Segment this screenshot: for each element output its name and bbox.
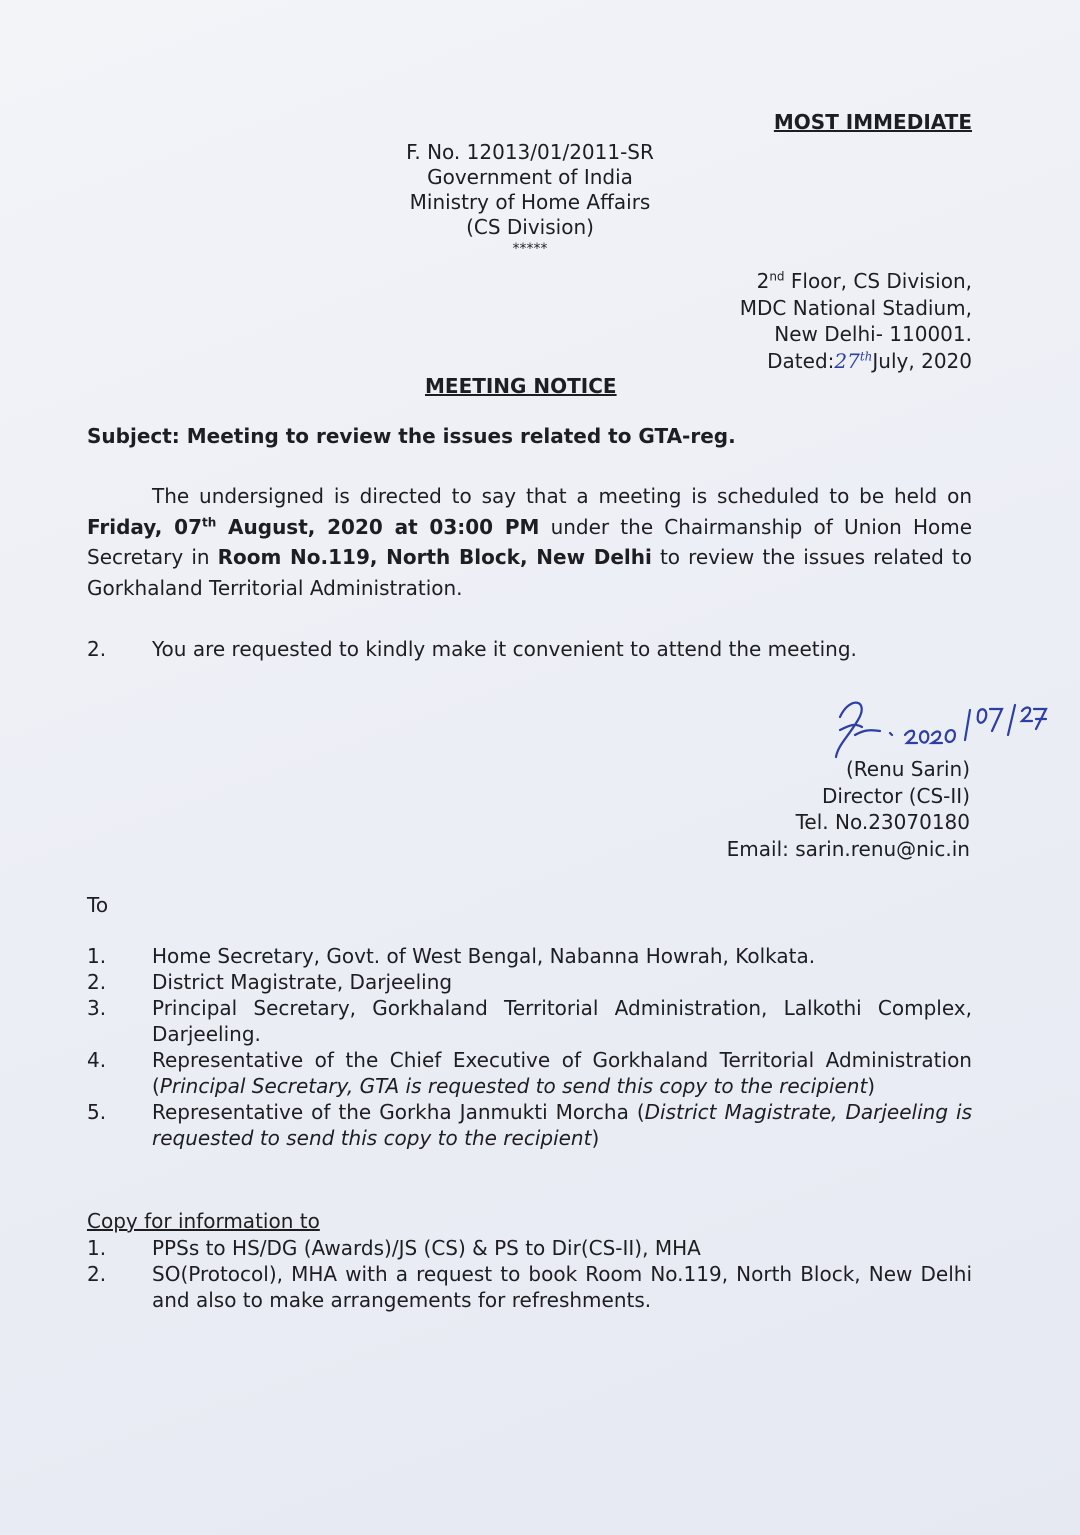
item-number: 3. xyxy=(87,996,107,1020)
item-text: Representative of the Gorkha Janmukti Morcha (District Magistrate, Darjeeling is requested to send this copy to the recipient) xyxy=(152,1100,972,1150)
ministry: Ministry of Home Affairs xyxy=(409,190,651,214)
address-line2: MDC National Stadium, xyxy=(739,295,972,320)
signature-block xyxy=(727,756,970,862)
address-block xyxy=(740,268,972,374)
file-number: F. No. 12013/01/2011-SR xyxy=(406,140,654,164)
signatory-email[interactable]: Email: sarin.renu@nic.in xyxy=(726,836,970,861)
item-number: 2. xyxy=(87,970,107,994)
notice-title: MEETING NOTICE xyxy=(425,374,617,398)
recipient-item xyxy=(87,969,972,995)
letterhead xyxy=(330,140,730,258)
item-note: Principal Secretary, GTA is requested to send this copy to the recipient xyxy=(159,1074,868,1098)
government: Government of India xyxy=(427,165,633,189)
item-text: District Magistrate, Darjeeling xyxy=(152,970,453,994)
item-text: Home Secretary, Govt. of West Bengal, Nabanna Howrah, Kolkata. xyxy=(152,944,816,968)
item-text: PPSs to HS/DG (Awards)/JS (CS) & PS to Dir(CS-II), MHA xyxy=(152,1236,701,1260)
item-text: Principal Secretary, Gorkhaland Territorial Administration, Lalkothi Complex, Darjeeling. xyxy=(152,996,972,1046)
recipient-item xyxy=(87,995,972,1047)
item-number: 2. xyxy=(87,1262,107,1286)
signatory-name: (Renu Sarin) xyxy=(845,757,970,781)
item-number: 1. xyxy=(87,1236,107,1260)
recipient-item xyxy=(87,1047,972,1099)
signatory-designation: Director (CS-II) xyxy=(822,783,970,808)
recipient-item xyxy=(87,1099,972,1151)
dated: Dated:27thJuly, 2020 xyxy=(767,348,972,373)
copy-item xyxy=(87,1235,972,1261)
paragraph-1: The undersigned is directed to say that a meeting is scheduled to be held on Friday, 07th August, 2020 at 03:00 PM under the Chairmanship of Union Home Secretary in Room No.119, North Block, New Delhi to review the issues related to Gorkhaland Territorial Administration. xyxy=(87,484,973,600)
subject-line: Subject: Meeting to review the issues related to GTA-reg. xyxy=(87,424,736,448)
separator-stars: ***** xyxy=(512,241,548,257)
signatory-telephone: Tel. No.23070180 xyxy=(795,810,970,834)
paragraph-2: 2. You are requested to kindly make it convenient to attend the meeting. xyxy=(87,637,857,661)
item-number: 5. xyxy=(87,1100,107,1124)
copy-label: Copy for information to xyxy=(87,1209,320,1233)
division: (CS Division) xyxy=(466,215,594,239)
copy-list xyxy=(87,1235,972,1313)
item-text: Representative of the Chief Executive of Gorkhaland Territorial Administration (Principal Secretary, GTA is requested to send this copy to the recipient) xyxy=(152,1048,972,1098)
priority-label: MOST IMMEDIATE xyxy=(773,110,972,134)
to-label: To xyxy=(87,893,109,917)
recipient-list xyxy=(87,943,972,1151)
item-number: 4. xyxy=(87,1048,107,1072)
recipient-item xyxy=(87,943,972,969)
handwritten-signature xyxy=(810,695,1050,765)
address-line3: New Delhi- 110001. xyxy=(774,322,972,346)
item-number: 1. xyxy=(87,944,107,968)
copy-item xyxy=(87,1261,972,1313)
address-floor: 2nd Floor, CS Division, xyxy=(756,269,972,293)
item-note: District Magistrate, Darjeeling is requested to send this copy to the recipient xyxy=(152,1100,972,1150)
item-text: SO(Protocol), MHA with a request to book Room No.119, North Block, New Delhi and also to make arrangements for refreshments. xyxy=(152,1262,972,1312)
